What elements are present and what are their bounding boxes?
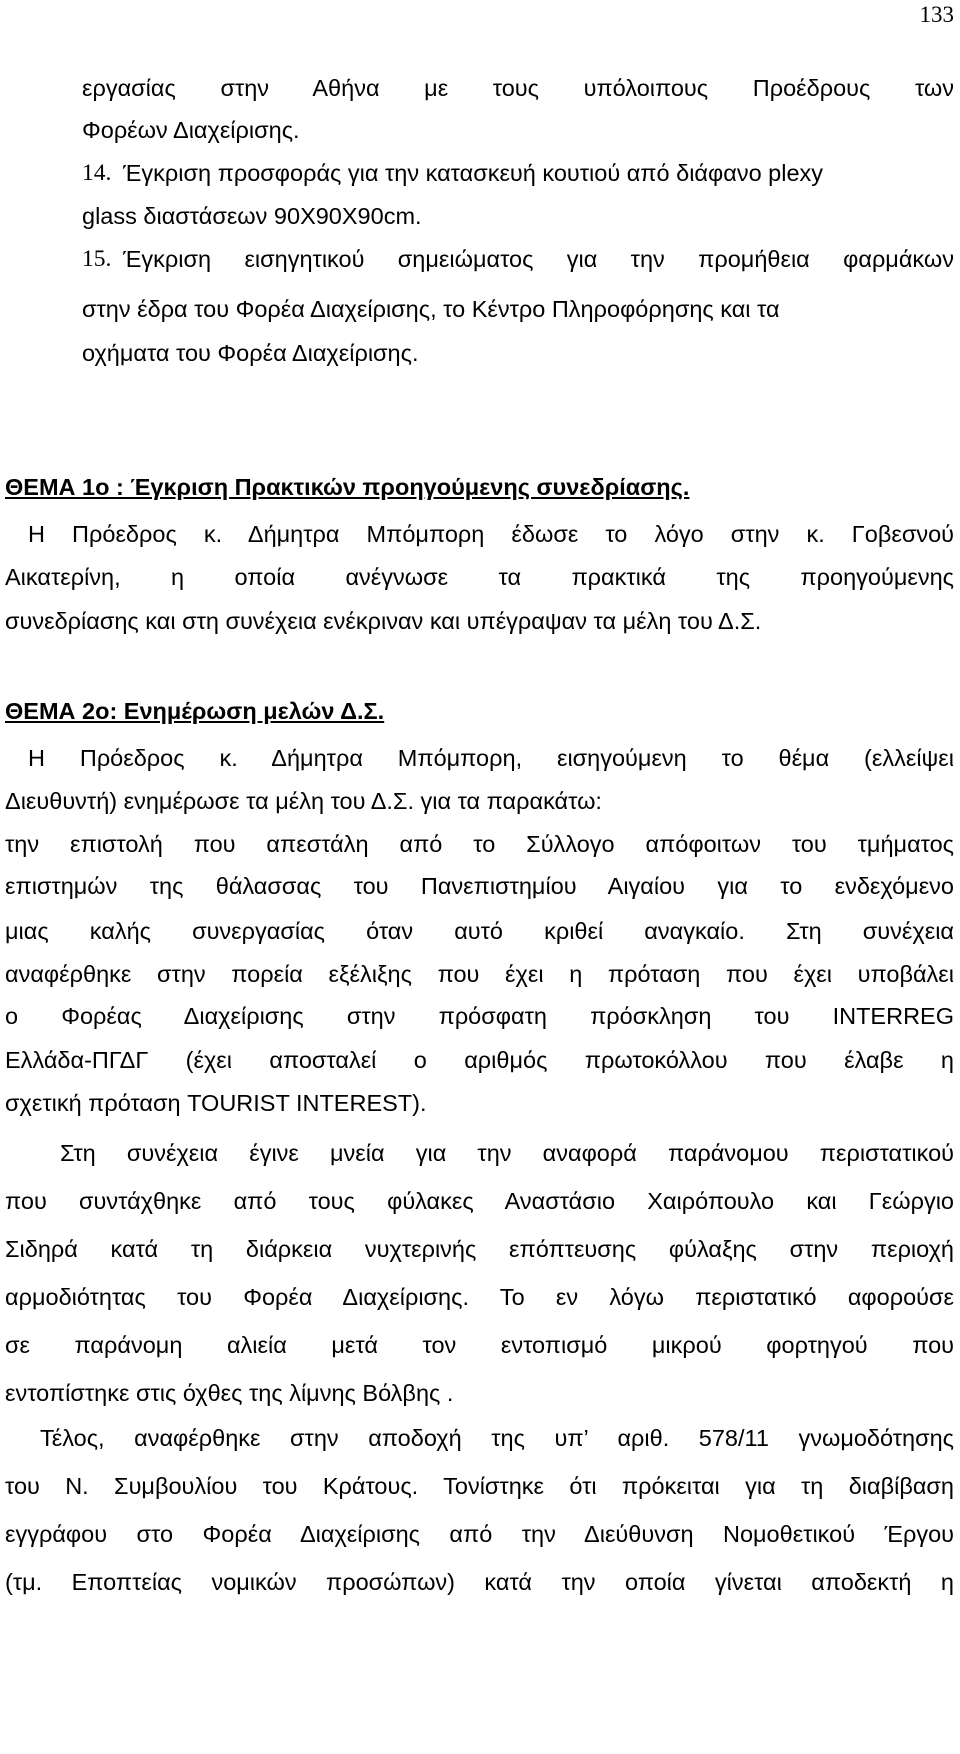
paragraph-line: που συντάχθηκε από τους φύλακες Αναστάσιο Χαιρόπουλο και Γεώργιο (5, 1188, 954, 1214)
paragraph-line: Σιδηρά κατά τη διάρκεια νυχτερινής επόπτευσης φύλαξης στην περιοχή (5, 1236, 954, 1262)
list-item-text: glass διαστάσεων 90Χ90Χ90cm. (82, 203, 422, 229)
paragraph-line: εργασίας στην Αθήνα με τους υπόλοιπους Προέδρους των (82, 75, 954, 101)
paragraph-line: εντοπίστηκε στις όχθες της λίμνης Βόλβης . (5, 1380, 454, 1406)
page-number: 133 (919, 2, 954, 27)
paragraph-line: εγγράφου στο Φορέα Διαχείρισης από την Διεύθυνση Νομοθετικού Έργου (5, 1521, 954, 1547)
paragraph-line: σχετική πρόταση TOURIST INTEREST). (5, 1090, 427, 1116)
paragraph-line: Αικατερίνη, η οποία ανέγνωσε τα πρακτικά της προηγούμενης (5, 564, 954, 590)
paragraph-line: Φορέων Διαχείρισης. (82, 117, 300, 143)
paragraph-line: την επιστολή που απεστάλη από το Σύλλογο απόφοιτων του τμήματος (5, 831, 954, 857)
list-number: 14. (82, 160, 112, 186)
paragraph-line: Η Πρόεδρος κ. Δήμητρα Μπόμπορη έδωσε το λόγο στην κ. Γοβεσνού (28, 521, 954, 547)
paragraph-line: επιστημών της θάλασσας του Πανεπιστημίου Αιγαίου για το ενδεχόμενο (5, 873, 954, 899)
list-number: 15. (82, 246, 112, 272)
list-item-text: οχήματα του Φορέα Διαχείρισης. (82, 340, 419, 366)
paragraph-line: Διευθυντή) ενημέρωσε τα μέλη του Δ.Σ. για τα παρακάτω: (5, 788, 602, 814)
paragraph-line: Τέλος, αναφέρθηκε στην αποδοχή της υπ’ αριθ. 578/11 γνωμοδότησης (40, 1425, 954, 1451)
list-item-text: Έγκριση εισηγητικού σημειώματος για την προμήθεια φαρμάκων (123, 246, 954, 272)
paragraph-line: μιας καλής συνεργασίας όταν αυτό κριθεί αναγκαίο. Στη συνέχεια (5, 918, 954, 944)
list-item-text: στην έδρα του Φορέα Διαχείρισης, το Κέντρο Πληροφόρησης και τα (82, 296, 780, 322)
paragraph-line: Στη συνέχεια έγινε μνεία για την αναφορά παράνομου περιστατικού (60, 1140, 954, 1166)
paragraph-line: του Ν. Συμβουλίου του Κράτους. Τονίστηκε ότι πρόκειται για τη διαβίβαση (5, 1473, 954, 1499)
section-heading: ΘΕΜΑ 2ο: Ενημέρωση μελών Δ.Σ. (5, 698, 385, 724)
paragraph-line: σε παράνομη αλιεία μετά τον εντοπισμό μικρού φορτηγού που (5, 1332, 954, 1358)
paragraph-line: Ελλάδα-ΠΓΔΓ (έχει αποσταλεί ο αριθμός πρωτοκόλλου που έλαβε η (5, 1047, 954, 1073)
list-item-text: Έγκριση προσφοράς για την κατασκευή κουτιού από διάφανο plexy (123, 160, 824, 186)
paragraph-line: αρμοδιότητας του Φορέα Διαχείρισης. Το εν λόγω περιστατικό αφορούσε (5, 1284, 954, 1310)
paragraph-line: συνεδρίασης και στη συνέχεια ενέκριναν και υπέγραψαν τα μέλη του Δ.Σ. (5, 608, 762, 634)
section-heading: ΘΕΜΑ 1ο : Έγκριση Πρακτικών προηγούμενης συνεδρίασης. (5, 474, 690, 500)
paragraph-line: Η Πρόεδρος κ. Δήμητρα Μπόμπορη, εισηγούμενη το θέμα (ελλείψει (28, 745, 954, 771)
paragraph-line: αναφέρθηκε στην πορεία εξέλιξης που έχει η πρόταση που έχει υποβάλει (5, 961, 954, 987)
paragraph-line: ο Φορέας Διαχείρισης στην πρόσφατη πρόσκληση του INTERREG (5, 1003, 954, 1029)
paragraph-line: (τμ. Εποπτείας νομικών προσώπων) κατά την οποία γίνεται αποδεκτή η (5, 1569, 954, 1595)
